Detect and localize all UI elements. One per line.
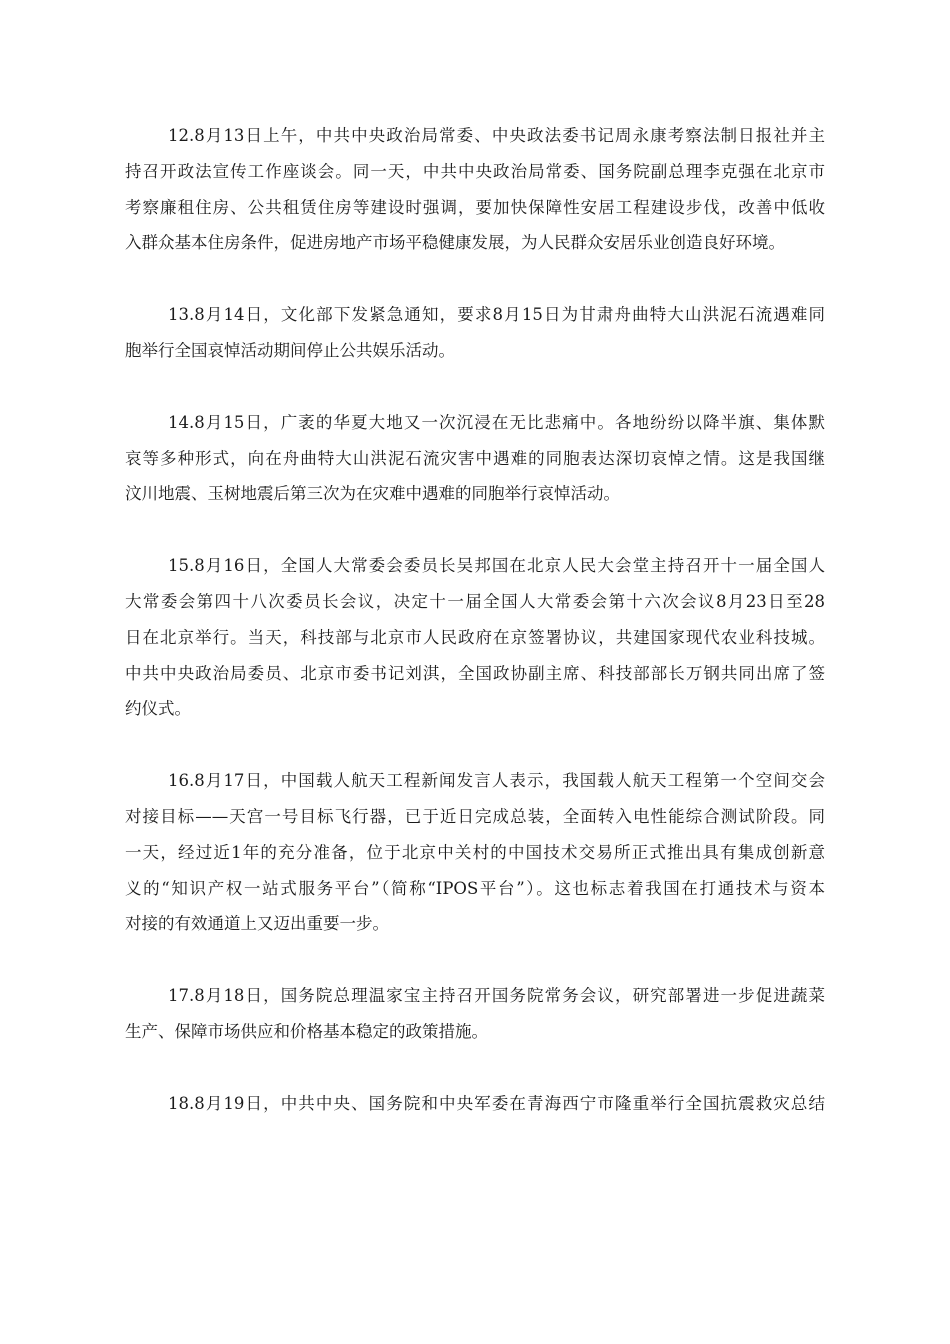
- paragraph-line: 一天，经过近1年的充分准备，位于北京中关村的中国技术交易所正式推出具有集成创新意: [125, 842, 825, 862]
- paragraph-13: [125, 297, 825, 369]
- paragraph-15: [125, 548, 825, 727]
- paragraph-line: 中共中央政治局委员、北京市委书记刘淇，全国政协副主席、科技部部长万钢共同出席了签: [125, 663, 825, 683]
- paragraph-line: 16.8月17日，中国载人航天工程新闻发言人表示，我国载人航天工程第一个空间交会: [168, 771, 825, 791]
- paragraph-line: 生产、保障市场供应和价格基本稳定的政策措施。: [125, 1021, 488, 1041]
- paragraph-line: 日在北京举行。当天，科技部与北京市人民政府在京签署协议，共建国家现代农业科技城。: [125, 627, 825, 647]
- paragraph-line: 义的“知识产权一站式服务平台”（简称“IPOS平台”）。这也标志着我国在打通技术与资本: [125, 878, 825, 898]
- paragraph-line: 大常委会第四十八次委员长会议，决定十一届全国人大常委会第十六次会议8月23日至28: [125, 591, 825, 611]
- paragraph-line: 12.8月13日上午，中共中央政治局常委、中央政法委书记周永康考察法制日报社并主: [168, 126, 825, 145]
- paragraph-line: 胞举行全国哀悼活动期间停止公共娱乐活动。: [125, 340, 455, 360]
- paragraph-line: 对接的有效通道上又迈出重要一步。: [125, 914, 389, 934]
- paragraph-line: 18.8月19日，中共中央、国务院和中央军委在青海西宁市隆重举行全国抗震救灾总结: [168, 1093, 825, 1113]
- paragraph-line: 入群众基本住房条件，促进房地产市场平稳健康发展，为人民群众安居乐业创造良好环境。: [125, 233, 785, 253]
- paragraph-line: 17.8月18日，国务院总理温家宝主持召开国务院常务会议，研究部署进一步促进蔬菜: [168, 986, 825, 1006]
- paragraph-line: 哀等多种形式，向在舟曲特大山洪泥石流灾害中遇难的同胞表达深切哀悼之情。这是我国继: [125, 448, 825, 468]
- paragraph-line: 考察廉租住房、公共租赁住房等建设时强调，要加快保障性安居工程建设步伐，改善中低收: [125, 197, 825, 217]
- paragraph-17: [125, 978, 825, 1050]
- paragraph-line: 对接目标——天宫一号目标飞行器，已于近日完成总装，全面转入电性能综合测试阶段。同: [125, 806, 825, 826]
- paragraph-18: [125, 1086, 825, 1122]
- paragraph-line: 汶川地震、玉树地震后第三次为在灾难中遇难的同胞举行哀悼活动。: [125, 484, 620, 504]
- paragraph-14: [125, 405, 825, 512]
- paragraph-line: 15.8月16日，全国人大常委会委员长吴邦国在北京人民大会堂主持召开十一届全国人: [168, 556, 825, 576]
- document-body: [125, 118, 825, 1158]
- paragraph-line: 约仪式。: [125, 699, 191, 719]
- paragraph-line: 13.8月14日，文化部下发紧急通知，要求8月15日为甘肃舟曲特大山洪泥石流遇难同: [168, 305, 825, 325]
- paragraph-line: 持召开政法宣传工作座谈会。同一天，中共中央政治局常委、国务院副总理李克强在北京市: [125, 161, 825, 181]
- paragraph-16: [125, 763, 825, 942]
- paragraph-12: [125, 118, 825, 261]
- paragraph-line: 14.8月15日，广袤的华夏大地又一次沉浸在无比悲痛中。各地纷纷以降半旗、集体默: [168, 412, 825, 432]
